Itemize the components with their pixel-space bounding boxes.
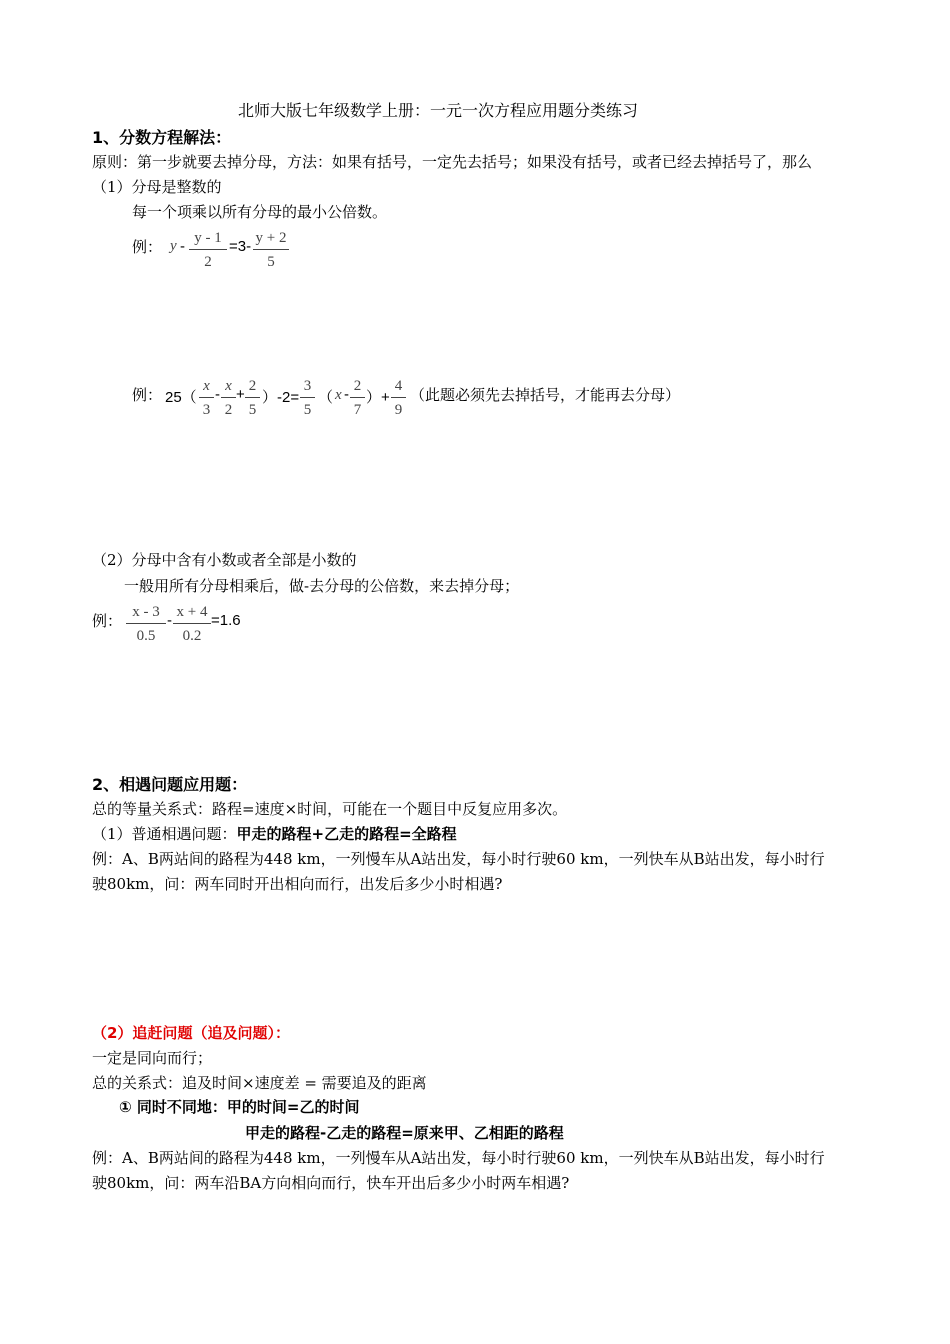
ex2-frac1-numerator: x xyxy=(199,378,214,398)
section-2-sub1-formula: 甲走的路程+乙走的路程=全路程 xyxy=(236,825,457,843)
section-2-case1: ① 同时不同地：甲的时间=乙的时间 xyxy=(119,1098,360,1116)
ex3-op: - xyxy=(167,612,172,629)
ex3-frac1-numerator: x - 3 xyxy=(126,604,166,624)
ex1-minus: - xyxy=(180,238,185,255)
example-label: 例： xyxy=(132,238,163,256)
page-title: 北师大版七年级数学上册：一元一次方程应用题分类练习 xyxy=(238,101,639,120)
ex2-close: ）+ xyxy=(366,389,390,406)
ex3-frac2-denominator: 0.2 xyxy=(182,628,202,644)
ex2-fraction-3 xyxy=(245,378,260,418)
ex2-op1: - xyxy=(215,386,220,403)
ex2-note: （此题必须先去掉括号，才能再去分母） xyxy=(410,386,681,404)
section-2-sub2-heading: （2）追赶问题（追及问题）： xyxy=(92,1024,290,1042)
ex1-var-y: y xyxy=(170,238,177,254)
ex3-fraction-2 xyxy=(173,604,211,644)
ex2-frac5-denominator: 7 xyxy=(353,402,362,418)
ex2-var-x: x xyxy=(335,387,342,403)
section-1-sub1: （1）分母是整数的 xyxy=(92,178,222,196)
ex3-rhs: =1.6 xyxy=(211,612,241,629)
section-2-ex2-line1: 例：A、B两站间的路程为448 km，一列慢车从A站出发，每小时行驶60 km，一列快车从B站出发，每小时行 xyxy=(92,1149,825,1167)
ex2-op2: + xyxy=(236,386,245,403)
section-1-sub2: （2）分母中含有小数或者全部是小数的 xyxy=(92,551,357,569)
ex2-op3: - xyxy=(344,386,349,403)
ex2-frac4-numerator: 3 xyxy=(300,378,315,398)
section-2-total: 总的等量关系式：路程=速度×时间，可能在一个题目中反复应用多次。 xyxy=(92,800,568,818)
section-1-sub2-desc: 一般用所有分母相乘后，做-去分母的公倍数，来去掉分母； xyxy=(124,577,520,595)
ex2-fraction-5 xyxy=(350,378,365,418)
section-2-ex2-line2: 驶80km，问：两车沿BA方向相向而行，快车开出后多少小时两车相遇? xyxy=(92,1174,570,1192)
ex2-fraction-1 xyxy=(199,378,214,418)
ex2-fraction-4 xyxy=(300,378,315,418)
section-1-principle: 原则：第一步就要去掉分母，方法：如果有括号，一定先去括号；如果没有括号，或者已经去掉括号了，那么 xyxy=(92,153,813,171)
ex2-frac2-denominator: 2 xyxy=(224,402,233,418)
ex2-frac6-numerator: 4 xyxy=(391,378,406,398)
ex2-frac2-numerator: x xyxy=(221,378,236,398)
ex2-frac6-denominator: 9 xyxy=(394,402,403,418)
ex1-frac1-numerator: y - 1 xyxy=(189,230,227,250)
ex1-frac2-numerator: y + 2 xyxy=(253,230,289,250)
ex2-mid: ）-2= xyxy=(262,389,300,406)
ex3-fraction-1 xyxy=(126,604,166,644)
example-label: 例： xyxy=(92,612,123,630)
ex2-fraction-2 xyxy=(221,378,236,418)
section-2-sub1 xyxy=(92,824,457,844)
ex3-frac1-denominator: 0.5 xyxy=(136,628,156,644)
section-2-heading: 2、相遇问题应用题： xyxy=(92,775,248,794)
ex2-frac5-numerator: 2 xyxy=(350,378,365,398)
ex2-frac3-denominator: 5 xyxy=(248,402,257,418)
section-2-case1-equation: 甲走的路程-乙走的路程=原来甲、乙相距的路程 xyxy=(245,1124,564,1142)
ex2-frac3-numerator: 2 xyxy=(245,378,260,398)
ex2-open-paren: （ xyxy=(318,389,334,406)
ex3-frac2-numerator: x + 4 xyxy=(173,604,211,624)
section-2-same-direction: 一定是同向而行； xyxy=(92,1049,213,1067)
ex1-frac2-denominator: 5 xyxy=(267,254,275,270)
ex1-frac1-denominator: 2 xyxy=(204,254,212,270)
section-2-ex1-line1: 例：A、B两站间的路程为448 km，一列慢车从A站出发，每小时行驶60 km，一列快车从B站出发，每小时行 xyxy=(92,850,825,868)
ex2-frac1-denominator: 3 xyxy=(202,402,211,418)
ex2-lead: 25（ xyxy=(165,389,197,406)
ex2-frac4-denominator: 5 xyxy=(303,402,312,418)
section-2-relation: 总的关系式：追及时间×速度差 = 需要追及的距离 xyxy=(92,1074,427,1092)
ex2-fraction-6 xyxy=(391,378,406,418)
ex1-fraction-1 xyxy=(189,230,227,270)
section-1-sub1-desc: 每一个项乘以所有分母的最小公倍数。 xyxy=(132,203,388,221)
example-label: 例： xyxy=(132,386,163,404)
ex1-fraction-2 xyxy=(253,230,289,270)
ex1-equals: =3- xyxy=(229,238,252,255)
section-2-sub1-prefix: （1）普通相遇问题： xyxy=(92,825,237,843)
section-1-heading: 1、分数方程解法： xyxy=(92,128,232,147)
section-2-ex1-line2: 驶80km，问：两车同时开出相向而行，出发后多少小时相遇? xyxy=(92,875,503,893)
